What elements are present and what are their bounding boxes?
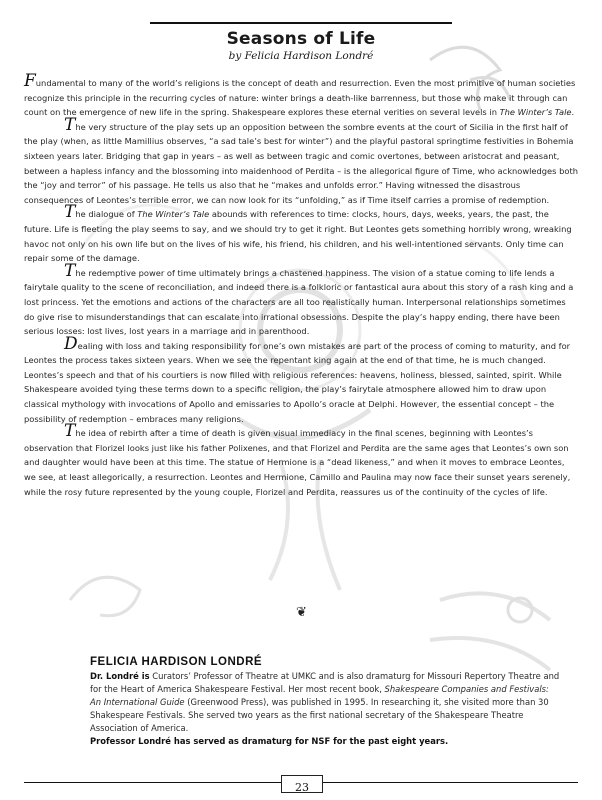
drop-cap: T bbox=[64, 260, 76, 281]
paragraph: The redemptive power of time ultimately brings a chastened happiness. The vision of a statue coming to life lends a fairytale quality to the scene of reconciliation, and indeed there is a folkloric or fantastical aura about this story of a rash king and a lost princess. Yet the emotions and actions of the characters are all too realistically human. Interpersonal relationships sometimes do give rise to misunderstandings that can escalate into irrational obsessions. Despite the play’s happy ending, there have been serious losses: lost lives, lost years in a marriage and in parenthood. bbox=[24, 260, 574, 337]
paragraph: The very structure of the play sets up an opposition between the sombre events at the court of Sicilia in the first half of the play (when, as little Mamillius observes, “a sad tale’s best for winter”) and the playful pastoral springtime festivities in Bohemia sixteen years later. Bridging that gap in years – as well as between tragic and comic overtones, between aristocrat and peasant, between a hapless infancy and the blossoming into maidenhood of Perdita – is the allegorical figure of Time, who acknowledges both the “joy and terror” of his passage. He tells us also that he “makes and unfolds error.” Having witnessed the disastrous consequences of Leontes’s terrible error, we can now look for its “unfolding,” as if Time itself carries a promise of redemption. bbox=[24, 114, 578, 205]
author-bio bbox=[90, 656, 560, 749]
end-ornament-icon: ❦ bbox=[296, 605, 307, 620]
paragraph: Dealing with loss and taking responsibility for one’s own mistakes are part of the process of coming to maturity, and for Leontes the process takes sixteen years. When we see the repentant king again at the end of that time, he is much changed. Leontes’s speech and that of his courtiers is now filled with religious references: heavens, holiness, blessed, sainted, spirit. While Shakespeare avoided tying these terms down to a specific religion, the play’s fairytale atmosphere allowed him to draw upon classical mythology with invocations of Apollo and emissaries to Apollo’s oracle at Delphi. However, the essential concept – the possibility of redemption – embraces many religions. bbox=[24, 333, 571, 424]
article-body bbox=[24, 71, 578, 499]
drop-cap: F bbox=[24, 71, 36, 91]
title-block bbox=[150, 0, 452, 62]
drop-cap: T bbox=[64, 114, 76, 135]
drop-cap: T bbox=[64, 202, 76, 223]
drop-cap: T bbox=[64, 421, 76, 442]
drop-cap: D bbox=[64, 333, 78, 354]
bio-heading: FELICIA HARDISON LONDRÉ bbox=[90, 656, 263, 668]
bio-text: Dr. Londré is Curators’ Professor of Theatre at UMKC and is also dramaturg for Missouri Repertory Theatre and for the Heart of America Shakespeare Festival. Her most recent book, Shakespeare Companies and Festivals: An International Guide (Greenwood Press), was published in 1995. In researching it, she visited more than 30 Shakespeare Festivals. She served two years as the first national secretary of the Shakespeare Theatre Association of America. Professor Londré has served as dramaturg for NSF for the past eight years. bbox=[90, 671, 560, 747]
page-number-box bbox=[281, 775, 323, 793]
paragraph: The idea of rebirth after a time of death is given visual immediacy in the final scenes, beginning with Leontes’s observation that Florizel looks just like his father Polixenes, and that Florizel and Perdita are the same ages that Leontes’s own son and daughter would have been at this time. The statue of Hermione is a “dead likeness,” and when it moves to embrace Leontes, we see, at least allegorically, a resurrection. Leontes and Hermione, Camillo and Paulina may now face their sunset years serenely, while the rosy future represented by the young couple, Florizel and Perdita, reassures us of the continuity of the cycles of life. bbox=[24, 421, 571, 497]
paragraph: Fundamental to many of the world’s religions is the concept of death and resurrection. Even the most primitive of human societies recognize this principle in the recurring cycles of nature: winter brings a death-like barrenness, but those who make it through can count on the emergence of new life in the spring. Shakespeare explores these eternal verities on several levels in The Winter’s Tale. bbox=[24, 71, 576, 118]
article-title: Seasons of Life bbox=[226, 29, 376, 49]
article-byline: by Felicia Hardison Londré bbox=[228, 50, 374, 62]
page-number: 23 bbox=[295, 781, 309, 794]
paragraph: The dialogue of The Winter’s Tale abounds with references to time: clocks, hours, days, weeks, years, the past, the future. Life is fleeting the play seems to say, and we should try to get it right. But Leontes gets something horribly wrong, wreaking havoc not only on his own life but on the lives of his wife, his friend, his children, and his well-intentioned servants. Only time can repair some of the damage. bbox=[24, 202, 572, 264]
